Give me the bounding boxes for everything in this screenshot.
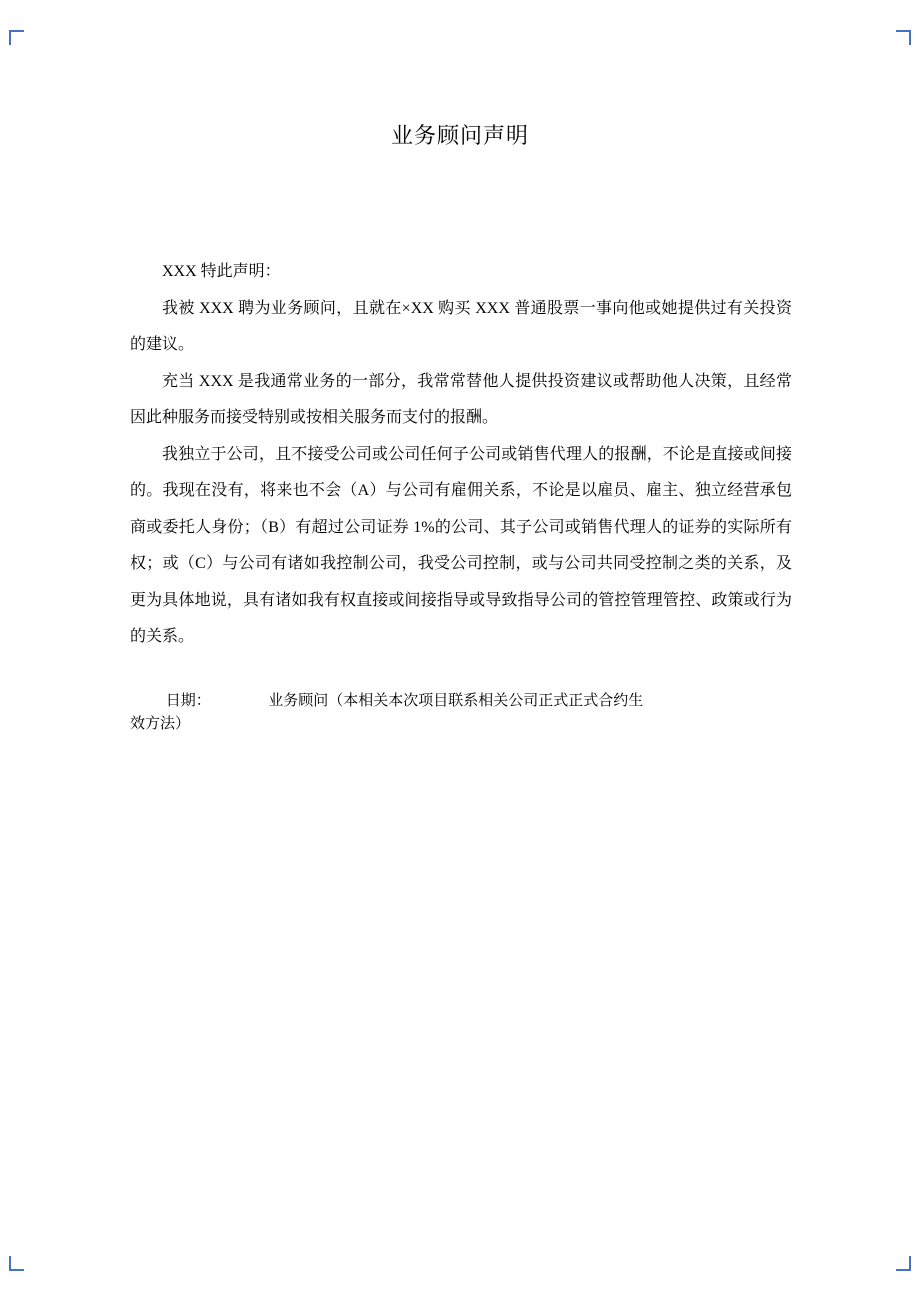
paragraph-engagement: 我被 XXX 聘为业务顾问，且就在×XX 购买 XXX 普通股票一事向他或她提供过有关投资的建议。 — [130, 299, 792, 353]
crop-mark-bottom-right-icon — [896, 1256, 911, 1271]
signature-line — [130, 690, 750, 713]
advisor-title-label: 业务顾问（本相关本次项目联系相关公司正式正式合约生 — [268, 693, 644, 709]
crop-mark-bottom-left-icon — [9, 1256, 24, 1271]
paragraph-usual-business: 充当 XXX 是我通常业务的一部分，我常常替他人提供投资建议或帮助他人决策，且经常因此种服务而接受特别或按相关服务而支付的报酬。 — [130, 372, 792, 426]
document-body — [130, 254, 792, 656]
date-label: 日期： — [165, 693, 211, 709]
crop-mark-top-left-icon — [9, 30, 24, 45]
signature-block — [130, 690, 750, 736]
paragraph-independence: 我独立于公司，且不接受公司或公司任何子公司或销售代理人的报酬，不论是直接或间接的。我现在没有，将来也不会（A）与公司有雇佣关系，不论是以雇员、雇主、独立经营承包商或委托人身份；（B）有超过公司证券 1%的公司、其子公司或销售代理人的证券的实际所有权；或（C）与公司有诸如我控制公司，我受公司控制，或与公司共同受控制之类的关系，及更为具体地说，具有诸如我有权直接或间接指导或导致指导公司的管控管理管控、政策或行为的关系。 — [130, 445, 792, 645]
paragraph-declaration-opening: XXX 特此声明： — [162, 263, 281, 280]
advisor-title-continuation: 效方法） — [130, 716, 191, 732]
document-title: 业务顾问声明 — [390, 123, 529, 148]
crop-mark-top-right-icon — [896, 30, 911, 45]
